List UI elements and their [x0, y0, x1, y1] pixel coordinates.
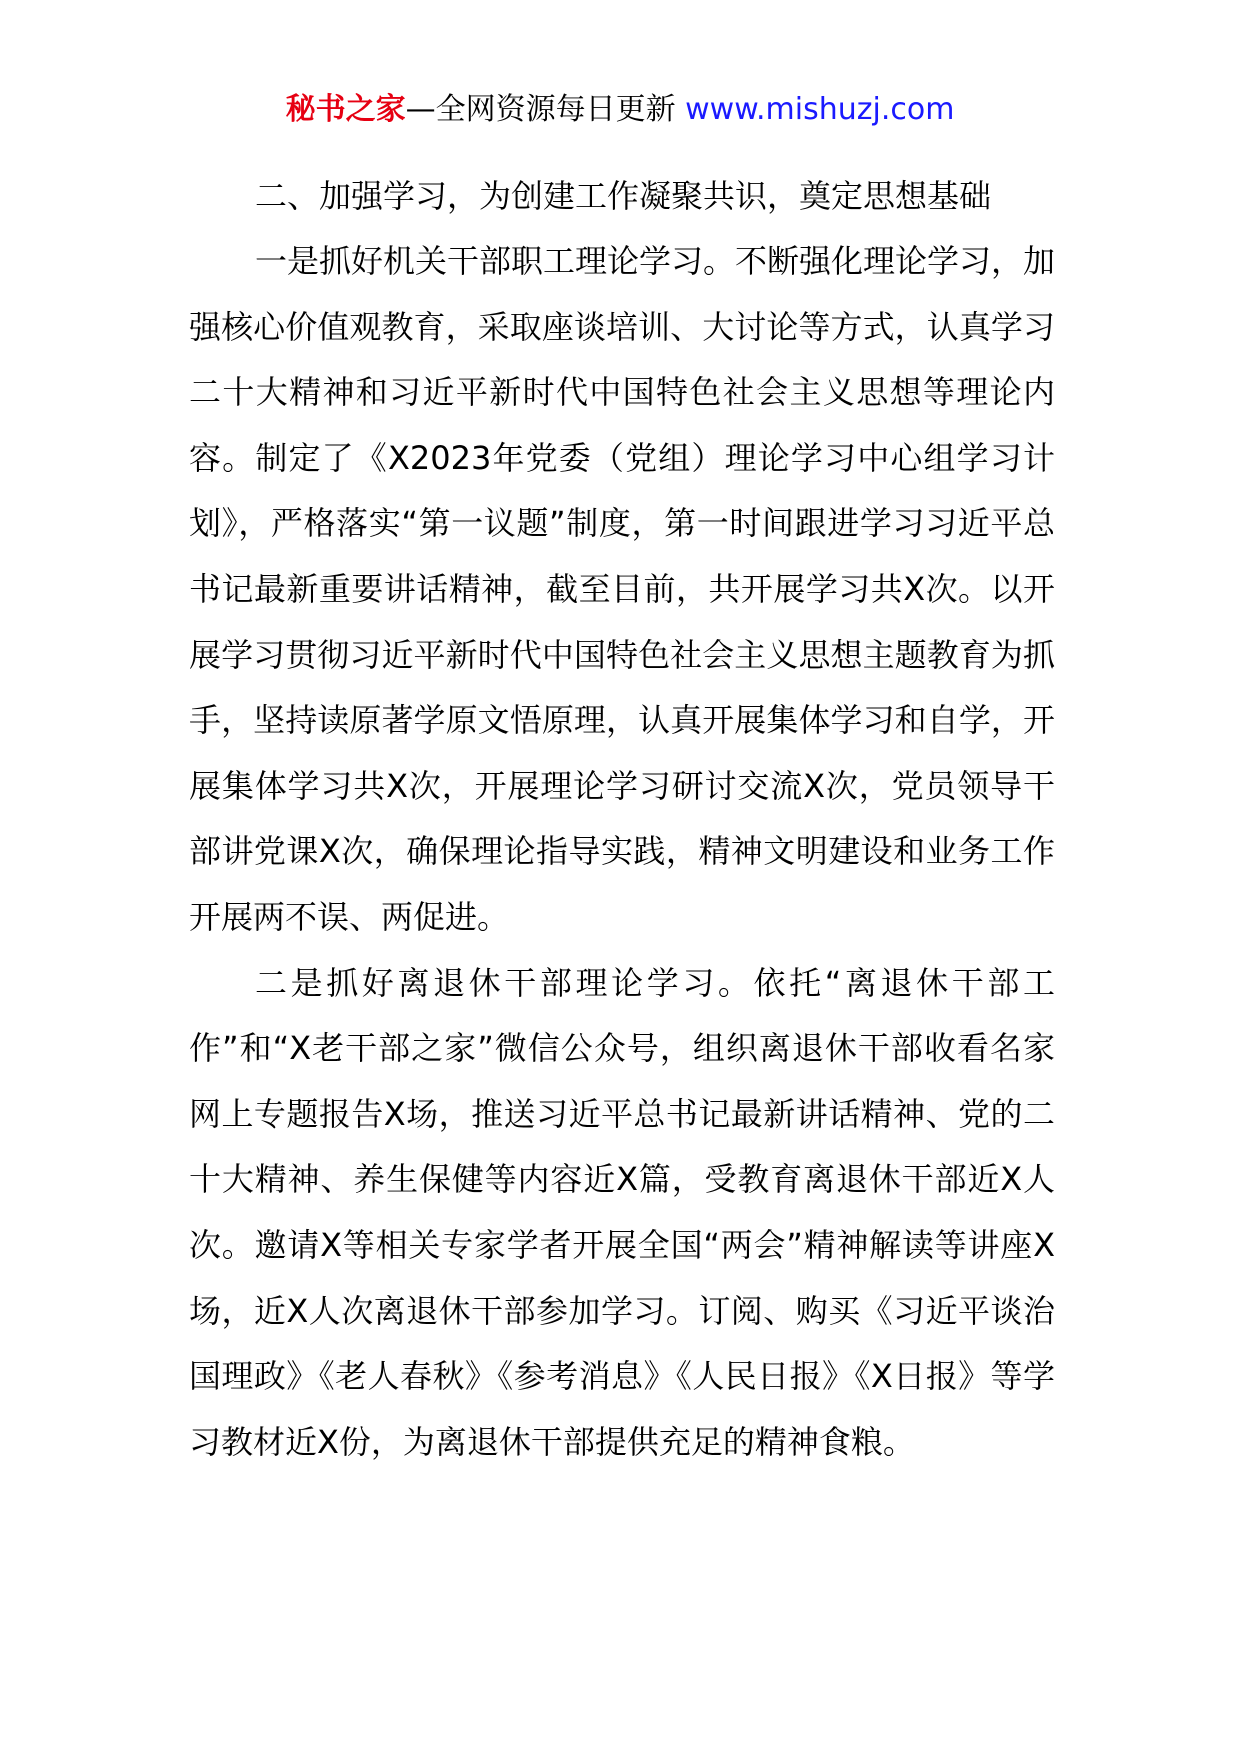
page-header — [0, 88, 1240, 132]
document-body — [189, 164, 1055, 1475]
header-tagline: —全网资源每日更新 — [405, 92, 676, 127]
paragraph-retiree-study: 二是抓好离退休干部理论学习。依托“离退休干部工作”和“X老干部之家”微信公众号，组织离退休干部收看名家网上专题报告X场，推送习近平总书记最新讲话精神、党的二十大精神、养生保健等内容近X篇，受教育离退休干部近X人次。邀请X等相关专家学者开展全国“两会”精神解读等讲座X场，近X人次离退休干部参加学习。订阅、购买《习近平谈治国理政》《老人春秋》《参考消息》《人民日报》《X日报》等学习教材近X份，为离退休干部提供充足的精神食粮。 — [189, 963, 1055, 1461]
site-url-link[interactable]: www.mishuzj.com — [685, 92, 955, 127]
section-heading: 二、加强学习，为创建工作凝聚共识，奠定思想基础 — [255, 177, 992, 215]
brand-name: 秘书之家 — [285, 92, 406, 127]
paragraph-cadre-study: 一是抓好机关干部职工理论学习。不断强化理论学习，加强核心价值观教育，采取座谈培训、大讨论等方式，认真学习二十大精神和习近平新时代中国特色社会主义思想等理论内容。制定了《X2023年党委（党组）理论学习中心组学习计划》，严格落实“第一议题”制度，第一时间跟进学习习近平总书记最新重要讲话精神，截至目前，共开展学习共X次。以开展学习贯彻习近平新时代中国特色社会主义思想主题教育为抓手，坚持读原著学原文悟原理，认真开展集体学习和自学，开展集体学习共X次，开展理论学习研讨交流X次，党员领导干部讲党课X次，确保理论指导实践，精神文明建设和业务工作开展两不误、两促进。 — [189, 242, 1056, 936]
